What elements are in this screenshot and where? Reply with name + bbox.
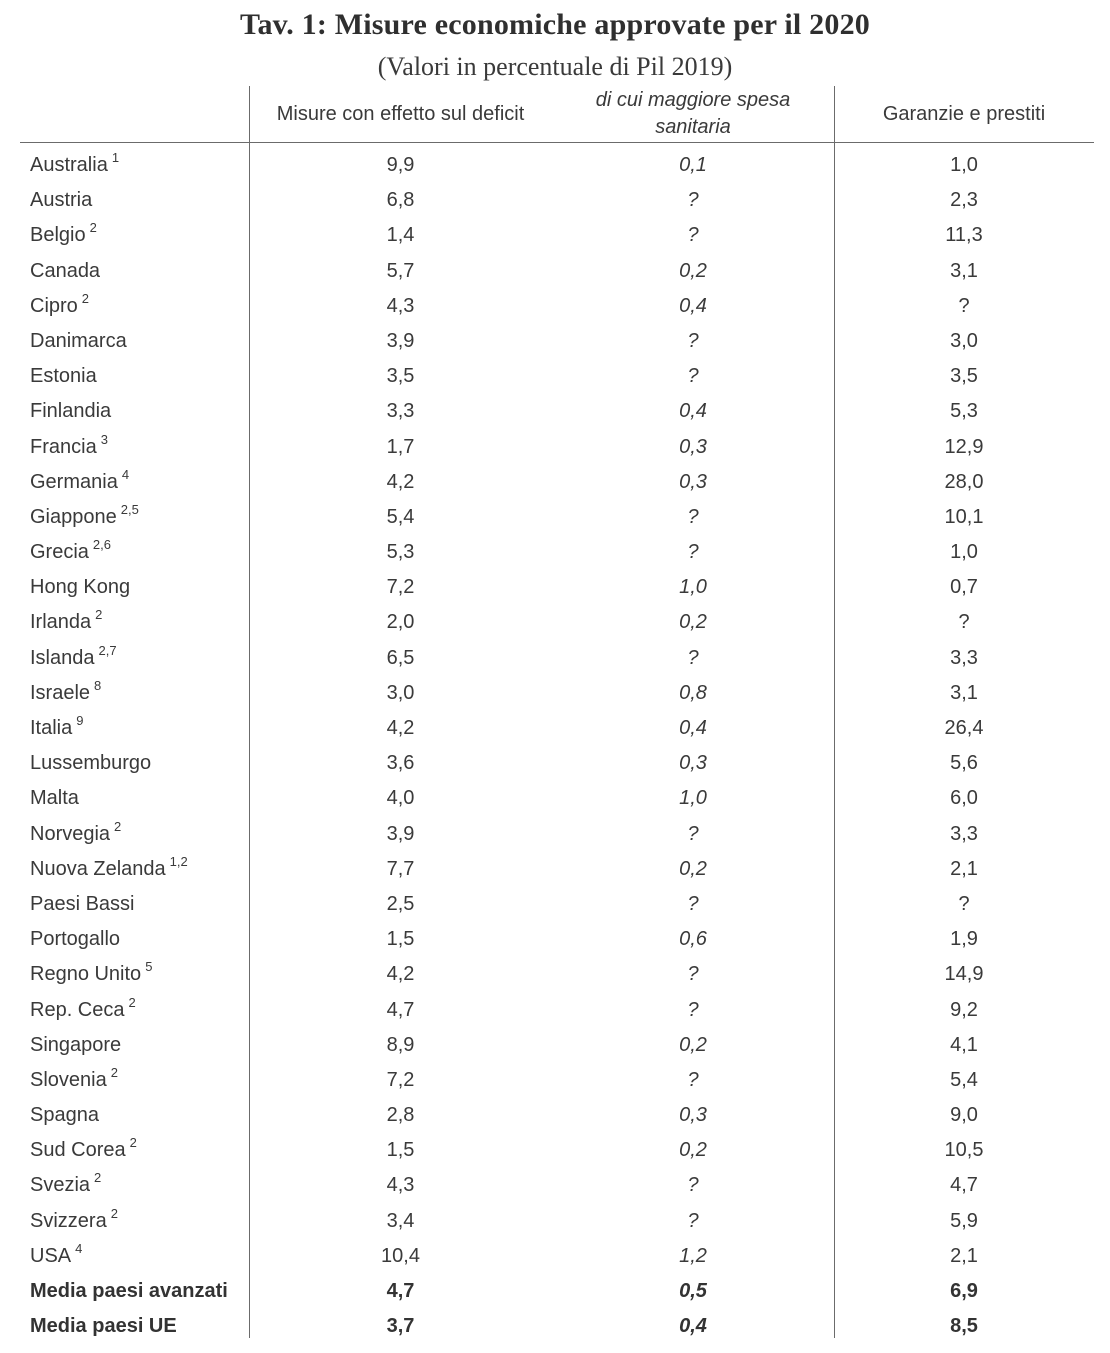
- deficit-cell: 4,7: [386, 1280, 415, 1302]
- table-row: [20, 430, 1094, 465]
- footnote-ref: 1: [111, 150, 120, 165]
- guarantees-cell: 3,5: [950, 365, 978, 388]
- guarantees-cell: 9,0: [950, 1104, 978, 1127]
- health-spending-cell: 1,0: [679, 787, 707, 810]
- table-row: [20, 570, 1094, 605]
- deficit-cell: 1,5: [386, 1139, 415, 1162]
- footnote-ref: 2: [128, 994, 136, 1010]
- footnote-ref: 4: [121, 466, 130, 482]
- country-name: Portogallo: [30, 928, 121, 951]
- country-cell: [30, 148, 119, 183]
- health-spending-cell: ?: [687, 505, 699, 528]
- table-row: [20, 183, 1094, 218]
- health-spending-cell: 0,2: [679, 611, 707, 634]
- footnote-ref: 2,7: [98, 642, 117, 658]
- country-name: Canada: [30, 259, 101, 282]
- guarantees-cell: 3,1: [950, 681, 978, 704]
- country-cell: [30, 1239, 82, 1274]
- health-spending-cell: ?: [687, 224, 699, 247]
- country-name: Giappone: [30, 505, 117, 528]
- guarantees-cell: 2,1: [950, 1244, 978, 1267]
- health-spending-cell: 0,8: [679, 681, 707, 704]
- guarantees-cell: 3,3: [950, 646, 978, 669]
- country-name: Danimarca: [30, 329, 127, 352]
- health-spending-cell: 0,2: [679, 1139, 707, 1162]
- country-cell: [30, 430, 108, 465]
- guarantees-cell: 10,5: [944, 1139, 984, 1162]
- country-name: Austria: [30, 189, 93, 212]
- country-cell: [30, 1063, 118, 1098]
- guarantees-cell: 5,4: [950, 1068, 978, 1091]
- health-spending-cell: ?: [687, 998, 699, 1021]
- country-cell: [30, 1204, 118, 1239]
- guarantees-cell: 6,9: [950, 1280, 978, 1302]
- table-row: [20, 289, 1094, 324]
- country-name: Irlanda: [30, 611, 92, 634]
- table-row: [20, 324, 1094, 359]
- country-cell: [30, 676, 101, 711]
- deficit-cell: 3,5: [386, 365, 415, 388]
- health-spending-cell: 1,0: [679, 576, 707, 599]
- health-spending-cell: 0,5: [679, 1280, 707, 1302]
- country-name: Australia: [30, 154, 108, 176]
- health-spending-cell: ?: [687, 822, 699, 845]
- country-cell: [30, 1028, 121, 1063]
- country-name: Estonia: [30, 365, 97, 388]
- table-row: [20, 922, 1094, 957]
- deficit-cell: 3,9: [386, 329, 415, 352]
- health-spending-cell: 0,2: [679, 1033, 707, 1056]
- footnote-ref: 2,5: [120, 501, 139, 517]
- health-spending-cell: ?: [687, 1209, 699, 1232]
- footnote-ref: 2: [110, 1064, 118, 1080]
- guarantees-cell: 3,1: [950, 259, 978, 282]
- table-row: [20, 465, 1094, 500]
- guarantees-cell: 2,1: [950, 857, 978, 880]
- country-cell: [30, 359, 97, 394]
- country-cell: [30, 570, 130, 605]
- footnote-ref: 8: [94, 677, 102, 693]
- table-row: [20, 218, 1094, 253]
- country-cell: [30, 324, 127, 359]
- table-row: [20, 605, 1094, 640]
- deficit-cell: 3,9: [386, 822, 415, 845]
- health-spending-cell: 1,2: [679, 1244, 707, 1267]
- table-row: [20, 254, 1094, 289]
- country-cell: [30, 852, 188, 887]
- country-name: Spagna: [30, 1104, 99, 1127]
- deficit-cell: 4,3: [386, 294, 415, 317]
- guarantees-cell: ?: [958, 611, 970, 634]
- deficit-cell: 5,7: [386, 259, 415, 282]
- country-cell: [30, 922, 120, 957]
- country-cell: [30, 394, 111, 429]
- health-spending-cell: 0,4: [679, 294, 707, 317]
- guarantees-cell: 6,0: [950, 787, 978, 810]
- deficit-cell: 4,2: [386, 470, 415, 493]
- health-spending-cell: 0,1: [679, 154, 707, 176]
- country-cell: [30, 218, 97, 253]
- footnote-ref: 2: [110, 1205, 118, 1221]
- guarantees-cell: 3,0: [950, 329, 978, 352]
- deficit-cell: 1,5: [386, 928, 415, 951]
- table-row: [20, 676, 1094, 711]
- health-spending-cell: ?: [687, 963, 699, 986]
- deficit-cell: 3,7: [386, 1315, 415, 1338]
- country-cell: [30, 711, 83, 746]
- country-cell: [30, 1098, 99, 1133]
- health-spending-cell: ?: [687, 365, 699, 388]
- health-spending-cell: 0,4: [679, 400, 707, 423]
- country-cell: [30, 746, 151, 781]
- table-row: [20, 1168, 1094, 1203]
- table-row: [20, 887, 1094, 922]
- table-row: [20, 500, 1094, 535]
- health-spending-cell: 0,3: [679, 470, 707, 493]
- guarantees-cell: 2,3: [950, 189, 978, 212]
- footnote-ref: 2: [81, 290, 90, 306]
- health-spending-cell: ?: [687, 1068, 699, 1091]
- footnote-ref: 4: [75, 1240, 83, 1256]
- footnote-ref: 9: [76, 713, 84, 728]
- country-name: Grecia: [30, 541, 89, 564]
- deficit-cell: 3,0: [386, 681, 415, 704]
- table-row: [20, 817, 1094, 852]
- footnote-ref: 2: [114, 818, 122, 834]
- deficit-cell: 4,2: [386, 717, 415, 739]
- country-name: Malta: [30, 787, 79, 810]
- guarantees-cell: 4,1: [950, 1033, 978, 1056]
- guarantees-cell: ?: [958, 892, 970, 915]
- guarantees-cell: 5,3: [950, 400, 978, 423]
- guarantees-cell: 28,0: [944, 470, 984, 493]
- country-name: Finlandia: [30, 400, 112, 423]
- table-row: [20, 1239, 1094, 1274]
- deficit-cell: 4,3: [386, 1174, 415, 1197]
- summary-row: [20, 1274, 1094, 1309]
- footnote-ref: 2: [89, 220, 97, 236]
- deficit-cell: 4,7: [386, 998, 415, 1021]
- header-guarantees: Garanzie e prestiti: [882, 102, 1046, 125]
- table-row: [20, 359, 1094, 394]
- country-cell: [30, 254, 100, 289]
- health-spending-cell: ?: [687, 646, 699, 669]
- table-row: [20, 993, 1094, 1028]
- guarantees-cell: 26,4: [944, 717, 984, 739]
- deficit-cell: 10,4: [381, 1244, 420, 1267]
- header-health-spending: di cui maggiore spesa sanitaria: [595, 89, 791, 138]
- deficit-cell: 6,8: [386, 189, 415, 212]
- country-cell: [30, 605, 102, 640]
- table-row: [20, 957, 1094, 992]
- table-row: [20, 394, 1094, 429]
- country-name: Israele: [30, 681, 91, 704]
- deficit-cell: 3,4: [386, 1209, 415, 1232]
- health-spending-cell: 0,3: [679, 435, 707, 458]
- guarantees-cell: 1,0: [950, 541, 978, 564]
- health-spending-cell: 0,4: [679, 717, 707, 739]
- table-row: [20, 641, 1094, 676]
- table-title: Tav. 1: Misure economiche approvate per il 2020: [240, 8, 870, 41]
- table-row: [20, 535, 1094, 570]
- deficit-cell: 2,0: [386, 611, 415, 634]
- health-spending-cell: ?: [687, 1174, 699, 1197]
- guarantees-cell: ?: [958, 294, 970, 317]
- country-cell: [30, 465, 129, 500]
- guarantees-cell: 3,3: [950, 822, 978, 845]
- footnote-ref: 1,2: [169, 853, 188, 869]
- guarantees-cell: 5,6: [950, 752, 978, 775]
- table-row: [20, 852, 1094, 887]
- country-name: Paesi Bassi: [30, 892, 135, 915]
- country-name: USA: [30, 1244, 72, 1267]
- table-row: [20, 781, 1094, 816]
- deficit-cell: 9,9: [386, 154, 415, 176]
- country-name: Rep. Ceca: [30, 998, 125, 1021]
- summary-row: [20, 1309, 1094, 1344]
- country-name: Slovenia: [30, 1068, 107, 1091]
- guarantees-cell: 0,7: [950, 576, 978, 599]
- country-cell: [30, 1168, 101, 1203]
- deficit-cell: 5,3: [386, 541, 415, 564]
- guarantees-cell: 5,9: [950, 1209, 978, 1232]
- country-name: Islanda: [30, 646, 95, 669]
- country-cell: [30, 887, 135, 922]
- health-spending-cell: 0,6: [679, 928, 707, 951]
- deficit-cell: 4,0: [386, 787, 415, 810]
- table-row: [20, 1063, 1094, 1098]
- deficit-cell: 4,2: [386, 963, 415, 986]
- guarantees-cell: 10,1: [944, 505, 984, 528]
- deficit-cell: 7,2: [386, 1068, 415, 1091]
- table-row: [20, 711, 1094, 746]
- country-cell: [30, 289, 89, 324]
- health-spending-cell: ?: [687, 329, 699, 352]
- country-name: Norvegia: [30, 822, 111, 845]
- table-row: [20, 746, 1094, 781]
- footnote-ref: 5: [145, 959, 153, 975]
- country-name: Lussemburgo: [30, 752, 152, 775]
- health-spending-cell: ?: [687, 189, 699, 212]
- country-cell: [30, 183, 92, 218]
- guarantees-cell: 12,9: [944, 435, 984, 458]
- header-rule: [20, 142, 1094, 143]
- deficit-cell: 1,7: [386, 435, 415, 458]
- table-row: [20, 1028, 1094, 1063]
- guarantees-cell: 8,5: [950, 1315, 978, 1338]
- country-name: Svezia: [30, 1174, 91, 1197]
- health-spending-cell: 0,3: [679, 1104, 707, 1127]
- guarantees-cell: 1,9: [950, 928, 978, 951]
- guarantees-cell: 11,3: [945, 224, 983, 247]
- deficit-cell: 7,7: [386, 857, 415, 880]
- country-name: Italia: [30, 717, 73, 739]
- deficit-cell: 8,9: [386, 1033, 415, 1056]
- deficit-cell: 1,4: [386, 224, 415, 247]
- data-table: [20, 86, 1094, 1338]
- table-row: [20, 1098, 1094, 1133]
- deficit-cell: 7,2: [386, 576, 415, 599]
- footnote-ref: 2,6: [92, 537, 111, 553]
- country-name: Svizzera: [30, 1209, 107, 1232]
- country-cell: [30, 641, 117, 676]
- guarantees-cell: 4,7: [950, 1174, 978, 1197]
- country-cell: [30, 1133, 137, 1168]
- deficit-cell: 6,5: [386, 646, 415, 669]
- deficit-cell: 3,6: [386, 752, 415, 775]
- country-name: Cipro: [30, 294, 78, 317]
- guarantees-cell: 9,2: [950, 998, 978, 1021]
- country-name: Sud Corea: [30, 1139, 126, 1162]
- table-row: [20, 148, 1094, 183]
- country-name: Germania: [30, 470, 118, 493]
- country-name: Hong Kong: [30, 576, 131, 599]
- table-subtitle: (Valori in percentuale di Pil 2019): [377, 52, 733, 81]
- deficit-cell: 3,3: [386, 400, 415, 423]
- table-body: [20, 148, 1094, 1344]
- country-name: Francia: [30, 435, 97, 458]
- country-name: Regno Unito: [30, 963, 142, 986]
- guarantees-cell: 1,0: [950, 154, 978, 176]
- footnote-ref: 2: [94, 1170, 102, 1186]
- country-cell: [30, 817, 121, 852]
- deficit-cell: 5,4: [386, 505, 415, 528]
- country-name: Singapore: [30, 1033, 122, 1056]
- country-name: Nuova Zelanda: [30, 857, 166, 880]
- table-row: [20, 1204, 1094, 1239]
- country-cell: [30, 957, 152, 992]
- deficit-cell: 2,8: [386, 1104, 415, 1127]
- country-cell: [30, 993, 136, 1028]
- country-cell: [30, 535, 111, 570]
- summary-label: Media paesi UE: [30, 1315, 177, 1338]
- health-spending-cell: ?: [687, 541, 699, 564]
- footnote-ref: 2: [95, 607, 103, 623]
- health-spending-cell: 0,4: [679, 1315, 707, 1338]
- footnote-ref: 3: [100, 431, 108, 447]
- summary-label: Media paesi avanzati: [30, 1280, 228, 1302]
- country-cell: [30, 500, 139, 535]
- footnote-ref: 2: [129, 1135, 137, 1151]
- header-deficit: Misure con effetto sul deficit: [276, 102, 525, 125]
- guarantees-cell: 14,9: [944, 963, 984, 986]
- health-spending-cell: 0,2: [679, 857, 707, 880]
- table-row: [20, 1133, 1094, 1168]
- health-spending-cell: 0,2: [679, 259, 707, 282]
- country-cell: [30, 781, 79, 816]
- health-spending-cell: 0,3: [679, 752, 707, 775]
- deficit-cell: 2,5: [386, 892, 415, 915]
- country-name: Belgio: [30, 224, 86, 247]
- health-spending-cell: ?: [687, 892, 699, 915]
